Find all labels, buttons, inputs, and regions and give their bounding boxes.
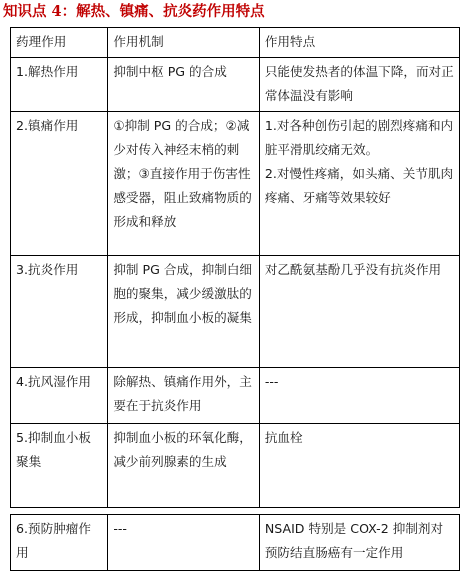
cell-feature: NSAID 特别是 COX-2 抑制剂对预防结直肠癌有一定作用 — [259, 515, 459, 571]
feature-line: 1.对各种创伤引起的剧烈疼痛和内脏平滑肌绞痛无效。 — [264, 118, 454, 157]
extra-table — [10, 514, 460, 571]
cell-mechanism: --- — [108, 515, 260, 571]
cell-feature: --- — [259, 368, 459, 424]
table-row — [11, 515, 460, 571]
header-mechanism: 作用机制 — [108, 28, 260, 58]
cell-effect: 1.解热作用 — [11, 58, 108, 112]
table-header-row — [11, 28, 460, 58]
feature-line: 2.对慢性疼痛，如头痛、关节肌肉疼痛、牙痛等效果较好 — [264, 166, 454, 205]
cell-mechanism: 除解热、镇痛作用外，主要在于抗炎作用 — [108, 368, 260, 424]
page-title: 知识点 4：解热、镇痛、抗炎药作用特点 — [3, 3, 265, 20]
table-row — [11, 256, 460, 368]
cell-mechanism: 抑制中枢 PG 的合成 — [108, 58, 260, 112]
cell-effect: 2.镇痛作用 — [11, 112, 108, 256]
table-row — [11, 112, 460, 256]
cell-effect: 6.预防肿瘤作用 — [11, 515, 108, 571]
cell-feature: 抗血栓 — [259, 424, 459, 508]
cell-effect: 4.抗风湿作用 — [11, 368, 108, 424]
cell-feature: 只能使发热者的体温下降，而对正常体温没有影响 — [259, 58, 459, 112]
cell-feature: 对乙酰氨基酚几乎没有抗炎作用 — [259, 256, 459, 368]
pharmacology-table — [10, 27, 460, 508]
table-row — [11, 58, 460, 112]
table-row — [11, 368, 460, 424]
header-effect: 药理作用 — [11, 28, 108, 58]
cell-mechanism: ①抑制 PG 的合成；②减少对传入神经末梢的刺激；③直接作用于伤害性感受器，阻止致痛物质的形成和释放 — [108, 112, 260, 256]
header-feature: 作用特点 — [259, 28, 459, 58]
cell-mechanism: 抑制血小板的环氧化酶，减少前列腺素的生成 — [108, 424, 260, 508]
cell-effect: 5.抑制血小板聚集 — [11, 424, 108, 508]
cell-mechanism: 抑制 PG 合成，抑制白细胞的聚集，减少缓激肽的形成，抑制血小板的凝集 — [108, 256, 260, 368]
table-row — [11, 424, 460, 508]
cell-feature — [259, 112, 459, 256]
cell-effect: 3.抗炎作用 — [11, 256, 108, 368]
